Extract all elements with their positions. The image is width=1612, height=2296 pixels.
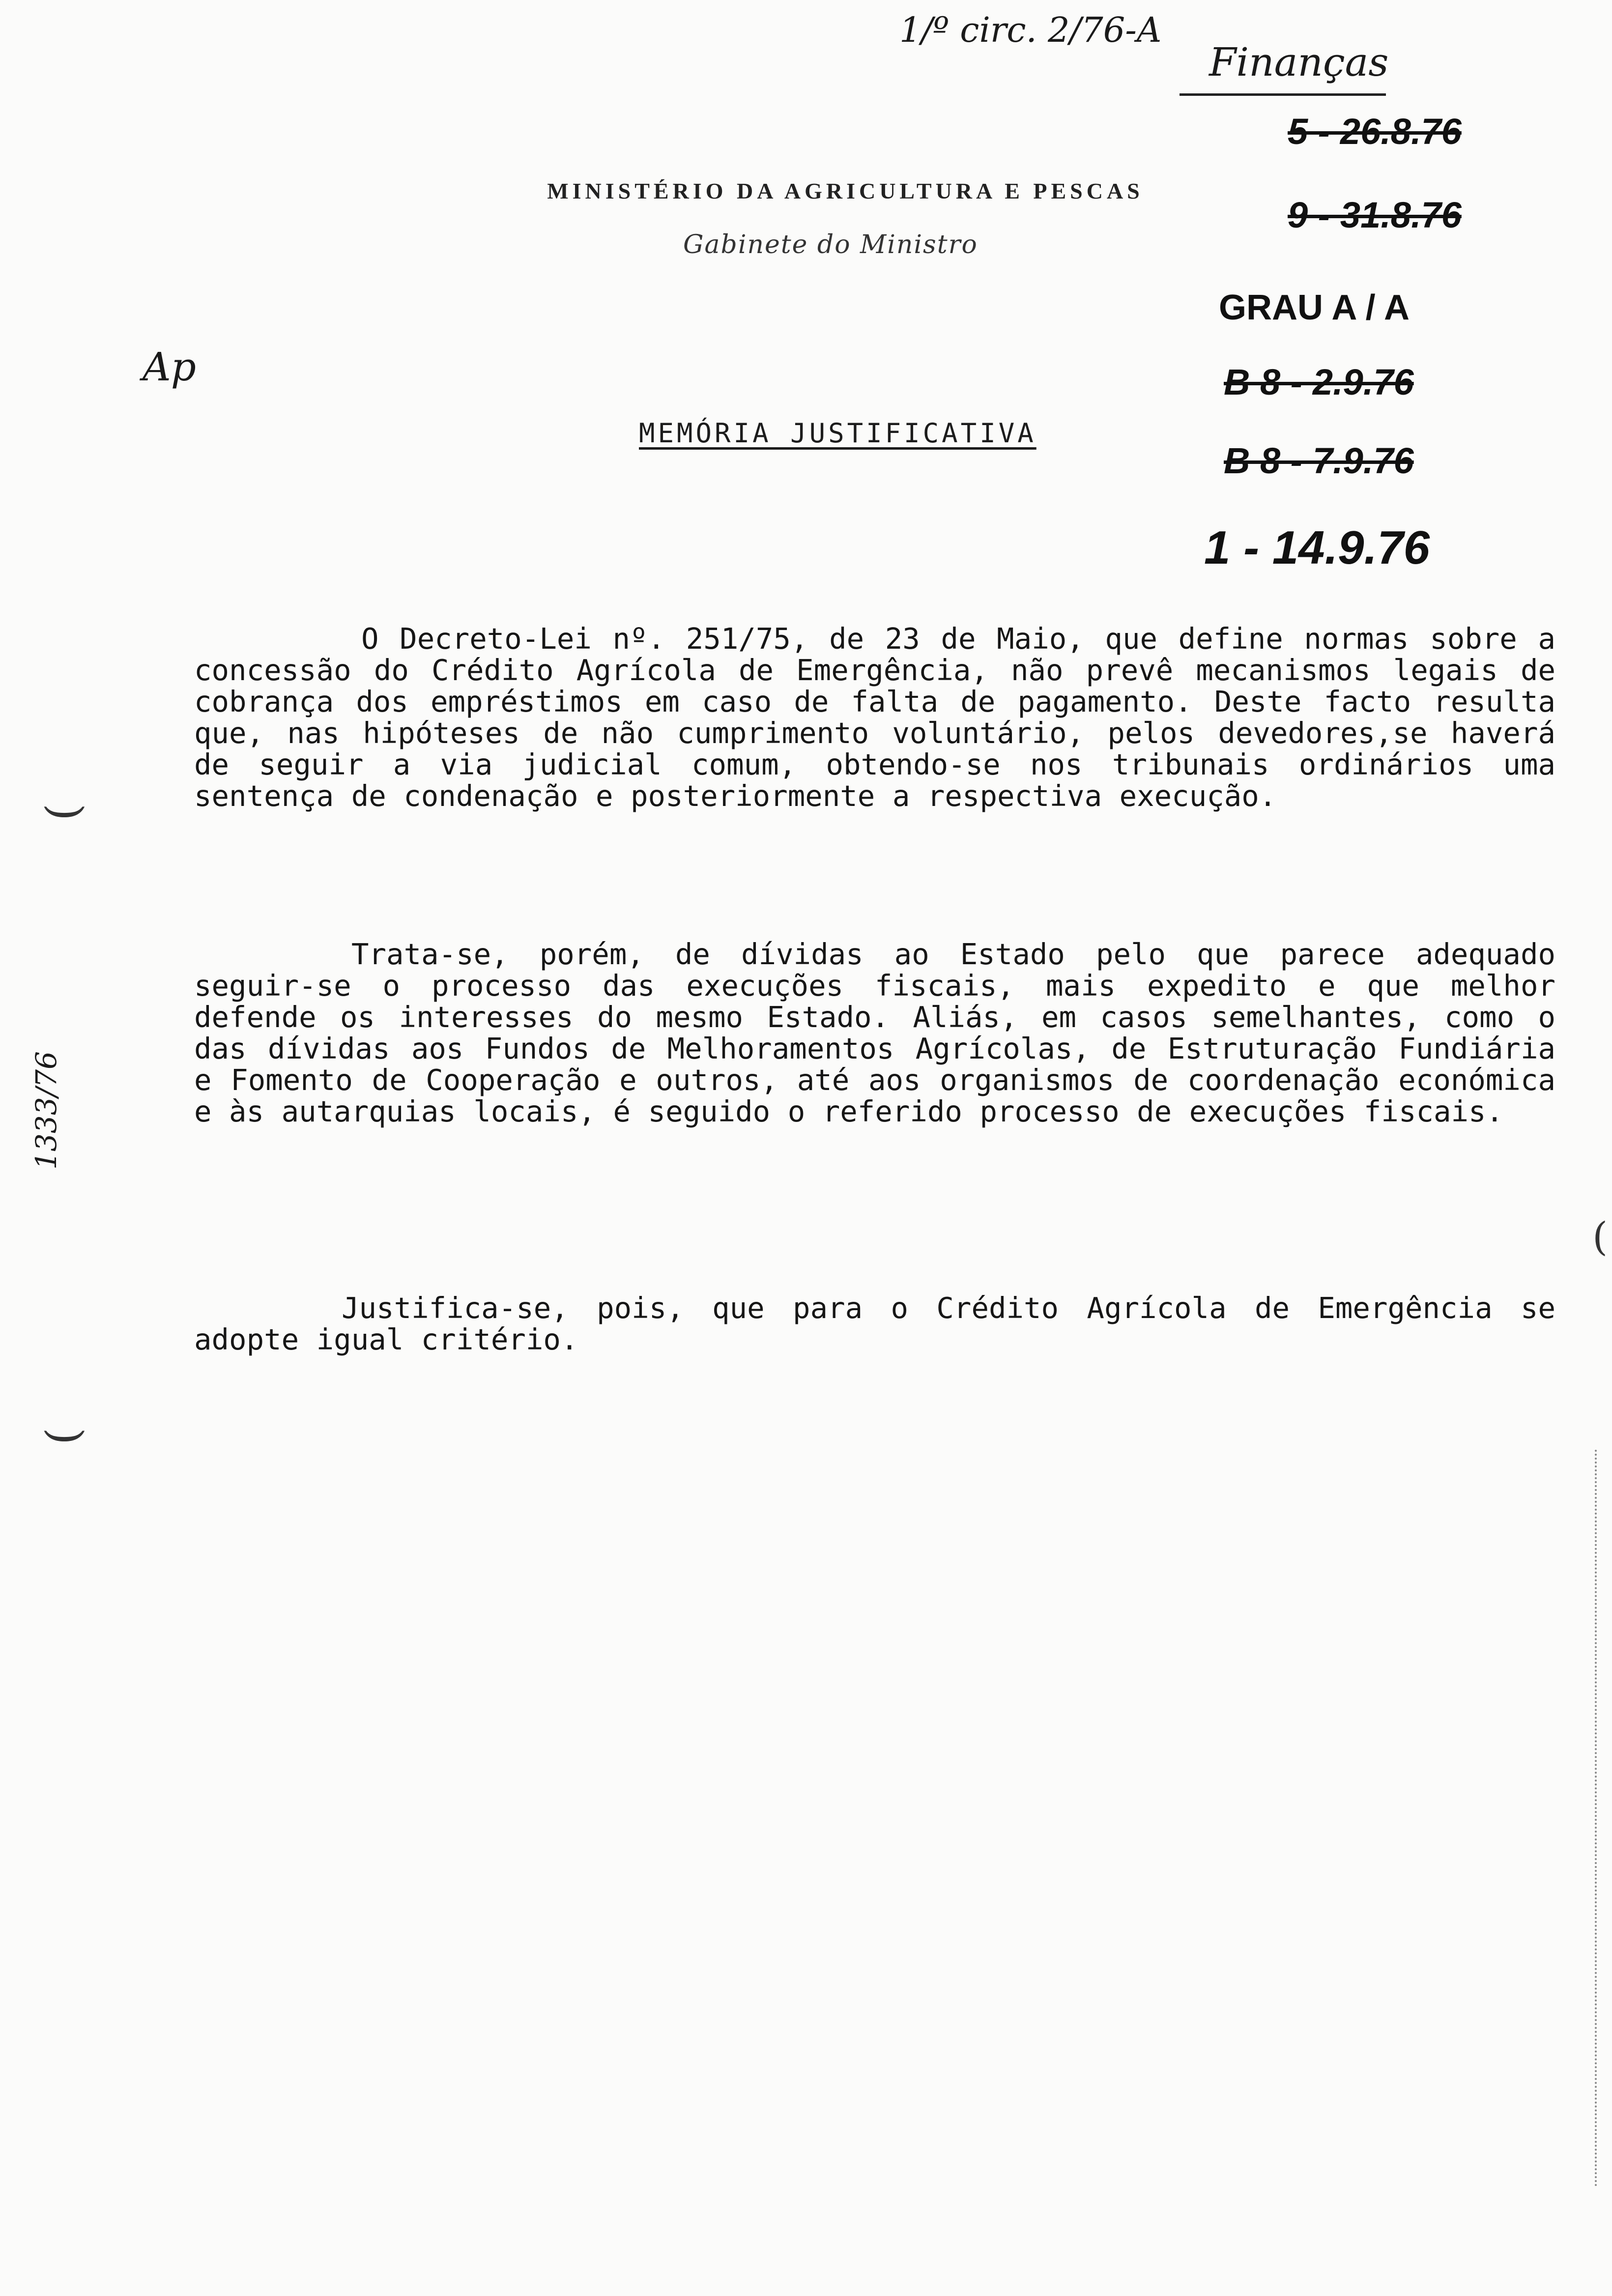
paragraph-1: O Decreto-Lei nº. 251/75, de 23 de Maio, que define normas sobre a concessão do Crédito Agrícola de Emergência, não prevê mecanismos legais de cobrança dos empréstimos em caso de falta de pagamento. Deste facto resulta que, nas hipóteses de não cumprimento voluntário, pelos devedores,se haverá de seguir a via judicial comum, obtendo-se nos tribunais ordinários uma sentença de condenação e posteriormente a respectiva execução. [194,622,1555,813]
ministry-heading: MINISTÉRIO DA AGRICULTURA E PESCAS [547,178,1144,203]
left-margin-bracket: ( [37,803,89,821]
stamp-5: 1 - 14.9.76 [1204,521,1430,574]
right-margin-bracket: ( [1592,1214,1608,1260]
office-subheading: Gabinete do Ministro [683,230,978,259]
left-margin-bracket-2: ( [37,1427,89,1445]
top-right-underline [1180,93,1386,96]
grau-stamp: GRAU A / A [1219,288,1410,327]
document-title: MEMÓRIA JUSTIFICATIVA [639,418,1036,449]
top-note: 1/º circ. 2/76-A [899,10,1162,50]
paragraph-3: Justifica-se, pois, que para o Crédito Agrícola de Emergência se adopte igual critério. [194,1291,1555,1356]
stamp-4: B 8 - 7.9.76 [1224,440,1414,481]
stamp-1: 5 - 26.8.76 [1288,111,1462,152]
left-initials: Ap [143,344,196,390]
top-right-note: Finanças [1209,39,1389,85]
stamp-3: B 8 - 2.9.76 [1224,362,1414,402]
left-margin-number: 1333/76 [29,1051,63,1170]
stamp-2: 9 - 31.8.76 [1288,195,1462,235]
scan-edge [1595,1450,1599,2187]
paragraph-2: Trata-se, porém, de dívidas ao Estado pelo que parece adequado seguir-se o processo das execuções fiscais, mais expedito e que melhor defende os interesses do mesmo Estado. Aliás, em casos semelhantes, como o das dívidas aos Fundos de Melhoramentos Agrícolas, de Estruturação Fundiária e Fomento de Cooperação e outros, até aos organismos de coordenação económica e às autarquias locais, é seguido o referido processo de execuções fiscais. [194,937,1555,1128]
